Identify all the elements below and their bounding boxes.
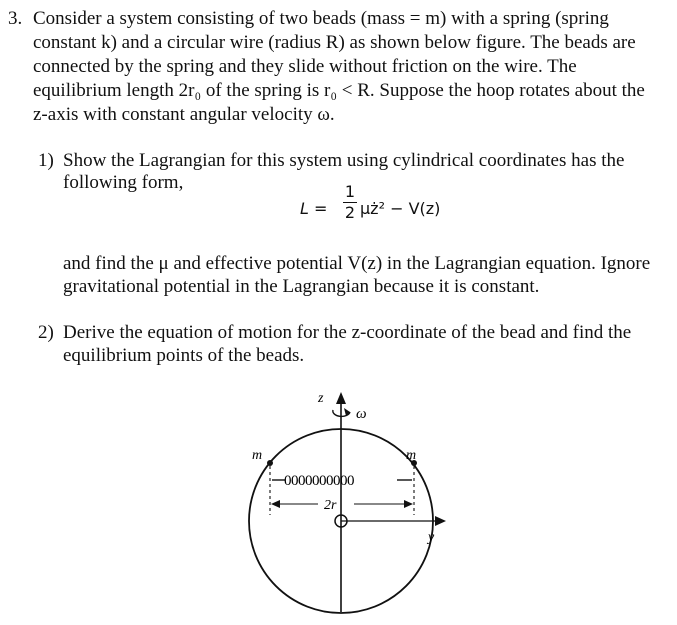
part1-line-1: Show the Lagrangian for this system using cylindrical coordinates has the xyxy=(63,150,625,171)
dimension-arrow-right xyxy=(404,500,413,508)
problem-line-5: z-axis with constant angular velocity ω. xyxy=(33,104,335,125)
part2-line-2: equilibrium points of the beads. xyxy=(63,345,305,366)
part1-after-line-2: gravitational potential in the Lagrangian because it is constant. xyxy=(63,276,540,297)
problem-line-2: constant k) and a circular wire (radius R) as shown below figure. The beads are xyxy=(33,32,636,53)
mass-right-label: m xyxy=(406,448,417,463)
omega-label: ω xyxy=(356,406,367,422)
equation-rhs: μż² − V(z) xyxy=(360,199,441,218)
rotation-arrowhead xyxy=(344,408,350,416)
part2-label: 2) xyxy=(38,322,54,343)
length-label: 2r xyxy=(324,498,337,513)
dimension-arrow-left xyxy=(271,500,280,508)
part2-line-1: Derive the equation of motion for the z-coordinate of the bead and find the xyxy=(63,322,632,343)
problem-line-1: Consider a system consisting of two beads (mass = m) with a spring (spring xyxy=(33,8,609,29)
y-axis-arrowhead xyxy=(435,516,446,526)
mass-left-label: m xyxy=(252,448,263,463)
fraction-numerator: 1 xyxy=(344,182,356,201)
problem-line-3: connected by the spring and they slide without friction on the wire. The xyxy=(33,56,577,77)
z-axis-arrowhead xyxy=(336,392,346,404)
part1-label: 1) xyxy=(38,150,54,171)
fraction-denominator: 2 xyxy=(344,203,356,222)
z-axis-label: z xyxy=(318,391,324,406)
part1-line-2: following form, xyxy=(63,172,184,193)
equation-lhs: L = xyxy=(300,199,328,218)
spring-coils: 0000000000 xyxy=(284,473,354,489)
y-axis-label: y xyxy=(428,530,435,545)
problem-line-4: equilibrium length 2r₀ of the spring is r₀ < R. Suppose the hoop rotates about the xyxy=(33,80,645,101)
part1-after-line-1: and find the μ and effective potential V(z) in the Lagrangian equation. Ignore xyxy=(63,253,651,274)
problem-number: 3. xyxy=(8,8,23,29)
bead-left xyxy=(267,460,273,466)
